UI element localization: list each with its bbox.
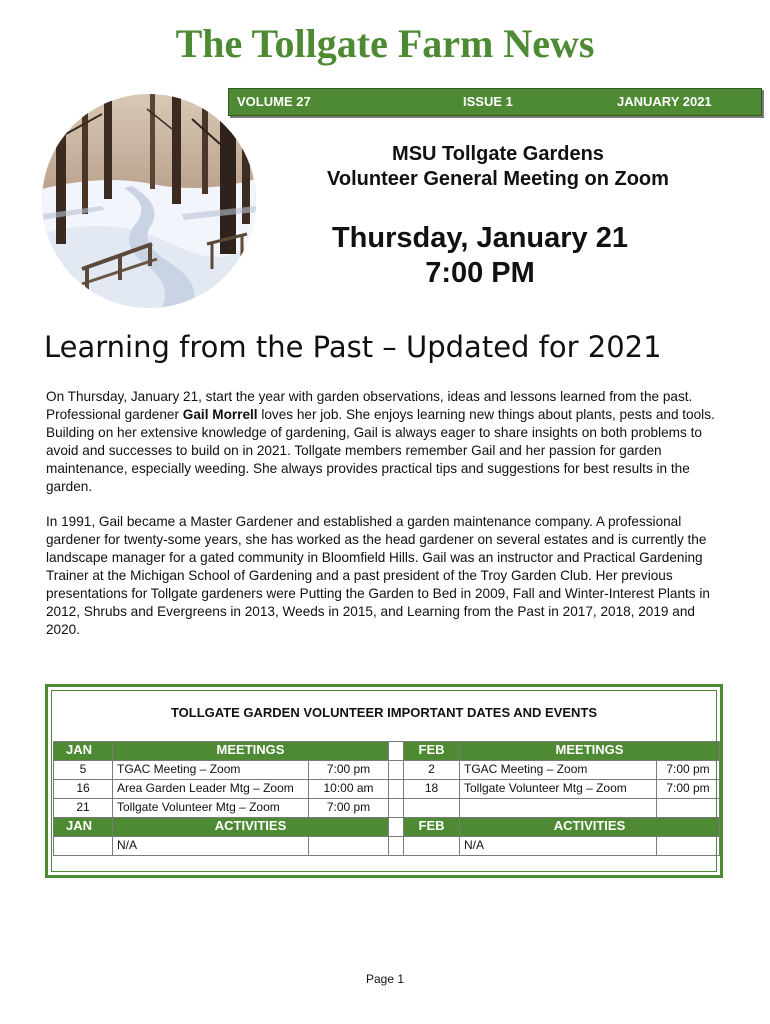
feb-day: 18	[404, 780, 460, 799]
p1-intro: On Thursday, January 21, start the year with garden observations, ideas and lessons learned from the past. Professional gardener	[46, 389, 693, 422]
feb-time: 7:00 pm	[657, 761, 720, 780]
jan-meetings-header: MEETINGS	[113, 742, 389, 761]
jan-month-header: JAN	[54, 818, 113, 837]
feb-month-header: FEB	[404, 818, 460, 837]
feb-activity-time	[657, 837, 720, 856]
meeting-time: 7:00 PM	[425, 257, 535, 289]
jan-activity-day	[54, 837, 113, 856]
events-table	[53, 741, 720, 856]
volume-label: VOLUME 27	[237, 94, 311, 109]
feb-activities-header: ACTIVITIES	[460, 818, 720, 837]
feb-time: 7:00 pm	[657, 780, 720, 799]
meeting-org: MSU Tollgate Gardens	[392, 143, 604, 165]
spacer-cell	[389, 818, 404, 837]
table-row	[54, 780, 720, 799]
meeting-day: Thursday, January 21	[331, 222, 629, 254]
article-paragraph-2: In 1991, Gail became a Master Gardener and established a garden maintenance company. A professional gardener for twenty-some years, she has worked as the head gardener on several estates and is currently the landscape manager for a gated community in Bloomfield Hills. Gail was an instructor and Practical Gardening Trainer at the Michigan School of Gardening and a past president of the Troy Garden Club. Her previous presentations for Tollgate gardeners were Putting the Garden to Bed in 2009, Fall and Winter-Interest Plants in 2012, Shrubs and Evergreens in 2013, Weeds in 2015, and Learning from the Past in 2017, 2018, 2019 and 2020.	[46, 514, 710, 637]
snowy-woods-photo	[42, 94, 256, 308]
table-row	[54, 799, 720, 818]
spacer-cell	[389, 742, 404, 761]
jan-event: Tollgate Volunteer Mtg – Zoom	[113, 799, 309, 818]
feb-event	[460, 799, 657, 818]
jan-event: TGAC Meeting – Zoom	[113, 761, 309, 780]
spacer-cell	[389, 761, 404, 780]
jan-day: 5	[54, 761, 113, 780]
spacer-cell	[389, 837, 404, 856]
jan-activity: N/A	[113, 837, 309, 856]
article-heading: Learning from the Past – Updated for 2021	[44, 330, 662, 364]
spacer-cell	[389, 780, 404, 799]
feb-meetings-header: MEETINGS	[460, 742, 720, 761]
feb-activity-day	[404, 837, 460, 856]
jan-time: 10:00 am	[309, 780, 389, 799]
jan-activities-header: ACTIVITIES	[113, 818, 389, 837]
date-label: JANUARY 2021	[617, 94, 712, 109]
jan-day: 21	[54, 799, 113, 818]
jan-time: 7:00 pm	[309, 799, 389, 818]
jan-time: 7:00 pm	[309, 761, 389, 780]
feb-activity: N/A	[460, 837, 657, 856]
table-row	[54, 837, 720, 856]
feb-month-header: FEB	[404, 742, 460, 761]
meetings-header-row	[54, 742, 720, 761]
activities-header-row	[54, 818, 720, 837]
jan-activity-time	[309, 837, 389, 856]
events-title: TOLLGATE GARDEN VOLUNTEER IMPORTANT DATES AND EVENTS	[170, 705, 598, 720]
spacer-cell	[389, 799, 404, 818]
speaker-name: Gail Morrell	[182, 407, 258, 422]
article-paragraph-1	[46, 388, 726, 496]
jan-event: Area Garden Leader Mtg – Zoom	[113, 780, 309, 799]
events-box	[45, 684, 723, 878]
page-number: Page 1	[365, 972, 405, 986]
jan-month-header: JAN	[54, 742, 113, 761]
volume-bar	[228, 88, 762, 116]
feb-day	[404, 799, 460, 818]
feb-event: Tollgate Volunteer Mtg – Zoom	[460, 780, 657, 799]
jan-day: 16	[54, 780, 113, 799]
meeting-description: Volunteer General Meeting on Zoom	[327, 168, 669, 190]
issue-label: ISSUE 1	[463, 94, 513, 109]
newsletter-title: The Tollgate Farm News	[175, 21, 595, 66]
feb-time	[657, 799, 720, 818]
feb-day: 2	[404, 761, 460, 780]
table-row	[54, 761, 720, 780]
p1-rest: loves her job. She enjoys learning new things about plants, pests and tools. Building on her extensive knowledge of gardening, Gail is always eager to share insights on both problems to avoid and successes to build on in 2021. Tollgate members remember Gail and her passion for garden maintenance, especially weeding. She always provides practical tips and suggestions for best results in the garden.	[46, 407, 715, 494]
feb-event: TGAC Meeting – Zoom	[460, 761, 657, 780]
